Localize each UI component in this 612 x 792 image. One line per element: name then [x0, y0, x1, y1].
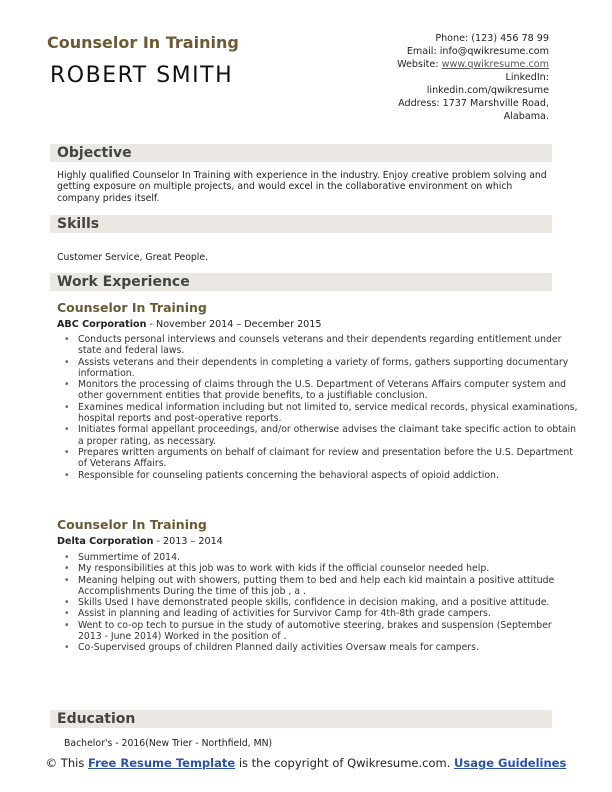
job-1-bullets — [56, 334, 578, 481]
contact-address-line2: Alabama. — [503, 111, 549, 122]
website-label: Website: — [397, 59, 442, 70]
contact-block — [289, 32, 549, 123]
list-item: • Monitors the processing of claims through the U.S. Department of Veterans Affairs computer system and other government entities that provide benefits, to a justifiable conclusion. — [78, 379, 578, 402]
skills-heading: Skills — [50, 215, 552, 233]
job-1-title: Counselor In Training — [57, 300, 207, 315]
objective-text: Highly qualified Counselor In Training with experience in the industry. Enjoy creative problem solving and getting exposure on multiple projects, and would excel in the collaborative environment on which company prides itself. — [57, 170, 547, 204]
list-item: • Examines medical information including but not limited to, service medical records, physical examinations, hospital reports and post-operative reports. — [78, 402, 578, 425]
job-1-dates: - November 2014 – December 2015 — [146, 319, 322, 330]
list-item: • Co-Supervised groups of children Planned daily activities Oversaw meals for campers. — [78, 642, 578, 653]
footer-copyright — [0, 757, 612, 771]
list-item: • Went to co-op tech to pursue in the study of automotive steering, brakes and suspension (September 2013 - June 2014) Worked in the position of . — [78, 620, 578, 643]
contact-phone: Phone: (123) 456 78 99 — [435, 33, 549, 44]
list-item: • Conducts personal interviews and counsels veterans and their dependents regarding entitlement under state and federal laws. — [78, 334, 578, 357]
job-2-dates: - 2013 – 2014 — [153, 536, 223, 547]
job-2-company: Delta Corporation — [57, 536, 154, 547]
website-link[interactable]: www.qwikresume.com — [441, 59, 549, 70]
contact-email: Email: info@qwikresume.com — [406, 46, 549, 57]
footer-middle: is the copyright of Qwikresume.com. — [235, 756, 455, 770]
footer-prefix: © This — [45, 756, 88, 770]
education-text: Bachelor's - 2016(New Trier - Northfield, MN) — [64, 738, 273, 749]
list-item: • Summertime of 2014. — [78, 552, 578, 563]
list-item: • Initiates formal appellant proceedings, and/or otherwise advises the claimant take specific action to obtain a proper rating, as necessary. — [78, 424, 578, 447]
job-1-company: ABC Corporation — [57, 319, 147, 330]
list-item: • Assist in planning and leading of activities for Survivor Camp for 4th-8th grade campers. — [78, 608, 578, 619]
usage-guidelines-link[interactable]: Usage Guidelines — [454, 756, 567, 770]
list-item: • Assists veterans and their dependents in completing a variety of forms, gathers supporting documentary information. — [78, 357, 578, 380]
contact-linkedin-label: LinkedIn: — [505, 72, 549, 83]
job-2-title: Counselor In Training — [57, 517, 207, 532]
list-item: • Prepares written arguments on behalf of claimant for review and presentation before the U.S. Department of Veterans Affairs. — [78, 447, 578, 470]
job-1-company-line — [57, 319, 322, 330]
work-experience-heading: Work Experience — [50, 273, 552, 291]
objective-heading: Objective — [50, 144, 552, 162]
contact-website — [289, 58, 549, 71]
list-item: • My responsibilities at this job was to work with kids if the official counselor needed help. — [78, 563, 578, 574]
list-item: • Skills Used I have demonstrated people skills, confidence in decision making, and a positive attitude. — [78, 597, 578, 608]
free-resume-template-link[interactable]: Free Resume Template — [87, 756, 236, 770]
contact-address-line1: Address: 1737 Marshville Road, — [398, 98, 549, 109]
list-item: • Meaning helping out with showers, putting them to bed and help each kid maintain a positive attitude Accomplishments During the time of this job , a . — [78, 575, 578, 598]
education-heading: Education — [50, 710, 552, 728]
header-job-title: Counselor In Training — [47, 33, 239, 52]
job-2-company-line — [57, 536, 223, 547]
contact-linkedin-link[interactable]: linkedin.com/qwikresume — [426, 85, 549, 96]
skills-text: Customer Service, Great People. — [57, 252, 209, 263]
candidate-name: ROBERT SMITH — [50, 63, 234, 88]
list-item: • Responsible for counseling patients concerning the behavioral aspects of opioid addiction. — [78, 470, 578, 481]
job-2-bullets — [56, 552, 578, 654]
